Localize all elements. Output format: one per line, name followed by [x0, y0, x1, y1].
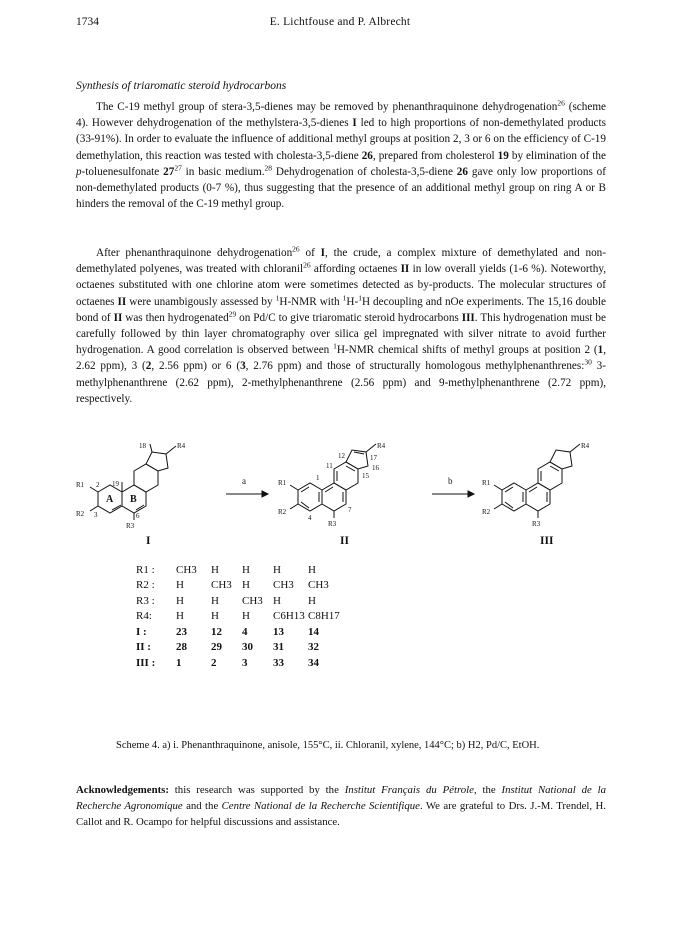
text-run: in low overall yields (1-6 %). Noteworthy, octaenes substituted with one chlorine atom were sometimes detected as by-products. The molecular structures of octaenes [76, 263, 607, 308]
table-cell: H [211, 594, 219, 607]
structure-compound-II [278, 442, 386, 528]
atom-number-16: 16 [372, 464, 379, 472]
text-run: in basic medium. [181, 165, 265, 178]
reference-superscript: 26 [292, 244, 300, 254]
section-title: Synthesis of triaromatic steroid hydrocarbons [76, 80, 287, 92]
table-row [136, 609, 348, 625]
table-cell: CH3 [273, 579, 294, 592]
substituent-r3: R3 [126, 522, 135, 530]
table-cell: H [308, 594, 316, 607]
ring-D [550, 450, 572, 469]
text-run: was then hydrogenated [122, 311, 229, 324]
substituent-r2: R2 [482, 508, 491, 516]
italic-text: p [76, 165, 82, 178]
table-cell: H [176, 610, 184, 623]
double-bond [354, 452, 364, 454]
reaction-arrow-b [432, 476, 474, 497]
compound-number: 19 [497, 149, 509, 162]
reference-superscript: 26 [557, 98, 565, 108]
text-run: by elimination of the [508, 149, 606, 162]
text-run: H-NMR chemical shifts of methyl groups at position 2 ( [336, 344, 598, 357]
table-row [136, 624, 348, 640]
paragraph-1 [76, 99, 606, 212]
text-run: (scheme 4). However dehydrogenation of the methylstera-3,5-dienes [76, 101, 606, 130]
table-cell: 12 [211, 625, 222, 638]
compound-number: 3 [240, 360, 246, 373]
table-cell: 4 [242, 625, 248, 638]
table-cell: H [242, 579, 250, 592]
table-cell: 13 [273, 625, 284, 638]
table-cell: 29 [211, 641, 222, 654]
text-run: After phenanthraquinone dehydrogenation [96, 247, 293, 259]
substituent-r4: R4 [177, 442, 186, 450]
isotope-superscript: 1 [358, 292, 362, 302]
substituent-r4: R4 [581, 442, 590, 450]
row-label: I : [136, 625, 147, 638]
table-cell: CH3 [242, 594, 263, 607]
text-run: . This hydrogenation must be carefully followed by thin layer chromatography over silica gel impregnated with silver nitrate to avoid further hydrogenation. A good correlation is observed between [76, 311, 606, 357]
page-number: 1734 [76, 16, 99, 28]
row-label: III : [136, 656, 156, 669]
reference-superscript: 28 [264, 163, 273, 173]
text-run: and the [182, 800, 222, 812]
text-run: The C-19 methyl group of stera-3,5-dienes may be removed by phenanthraquinone dehydrogenation [96, 101, 558, 113]
compound-number: 26 [361, 149, 373, 162]
compound-number: 1 [597, 344, 604, 357]
bond-r2 [494, 504, 502, 509]
table-cell: 30 [242, 641, 253, 654]
table-row [136, 655, 348, 671]
table-cell: 31 [273, 641, 284, 654]
table-cell: H [211, 563, 219, 576]
text-run: , 2.76 ppm) and those of structurally homologous methylphenanthrenes: [245, 360, 585, 373]
substituent-r3: R3 [328, 520, 337, 528]
text-run: -toluenesulfonate [81, 165, 164, 178]
table-cell: 23 [176, 625, 187, 638]
compound-number: II [400, 263, 410, 276]
compound-number: I [352, 117, 357, 130]
aromatic-ring-2 [526, 483, 550, 511]
substituent-r2: R2 [278, 508, 287, 516]
text-run: this research was supported by the [168, 784, 345, 796]
table-row [136, 640, 348, 656]
atom-number-3: 3 [94, 511, 98, 519]
table-cell: 2 [211, 656, 217, 669]
compound-label-I: I [146, 535, 151, 547]
table-cell: 32 [308, 641, 319, 654]
atom-number-18: 18 [139, 442, 146, 450]
text-run: , the [473, 784, 502, 796]
compound-number: 26 [456, 165, 468, 178]
substituent-r1: R1 [76, 481, 85, 489]
substituent-r1: R1 [278, 479, 287, 487]
compound-number: II [117, 295, 127, 308]
atom-number-15: 15 [362, 472, 369, 480]
substituent-r4: R4 [377, 442, 386, 450]
text-run: , prepared from cholesterol [372, 149, 498, 162]
atom-number-17: 17 [370, 454, 377, 462]
table-cell: 14 [308, 625, 319, 638]
table-row [136, 593, 348, 609]
text-run: H-NMR with [279, 295, 343, 308]
institution-name: Institut Français du Pétrole [344, 784, 474, 796]
row-label: R4: [136, 610, 152, 623]
substituent-r3: R3 [532, 520, 541, 528]
atom-number-1: 1 [316, 474, 320, 482]
substituent-r2: R2 [76, 510, 85, 518]
table-cell: H [242, 563, 250, 576]
isotope-superscript: 1 [275, 292, 280, 302]
acknowledgements [76, 782, 606, 830]
table-cell: H [176, 579, 184, 592]
table-cell: H [308, 563, 316, 576]
atom-number-2: 2 [96, 481, 100, 489]
scheme-caption: Scheme 4. a) i. Phenanthraquinone, anisole, 155°C, ii. Chloranil, xylene, 144°C; b) H2, Pd/C, EtOH. [116, 740, 540, 751]
institution-name: Institut National de la Recherche Agronomique [76, 784, 606, 812]
bond-r1 [494, 485, 502, 490]
reaction-scheme [76, 442, 606, 566]
text-run: 3-methylphenanthrene (2.62 ppm), 2-methylphenanthrene (2.56 ppm) and 9-methylphenanthrene (2.72 ppm), respectively. [76, 360, 606, 405]
text-run: , 2.56 ppm) or 6 ( [151, 360, 241, 373]
compound-number: I [320, 247, 325, 259]
methyl-18 [150, 444, 152, 452]
text-run: of [299, 247, 321, 259]
text-run: Dehydrogenation of cholesta-3,5-diene [272, 165, 457, 178]
text-run: , the crude, a complex mixture of demethylated and non-demethylated polyenes, was treated with chloranil [76, 247, 607, 276]
compound-label-III: III [540, 535, 554, 547]
row-label: R2 : [136, 579, 155, 592]
atom-number-12: 12 [338, 452, 345, 460]
atom-number-7: 7 [348, 506, 352, 514]
text-run: , 2.62 ppm), 3 ( [76, 344, 606, 373]
compound-number: II [113, 311, 123, 324]
aromatic-bond [301, 502, 309, 508]
atom-number-19: 19 [112, 480, 119, 488]
substituent-r1: R1 [482, 479, 491, 487]
structure-compound-I [76, 442, 186, 530]
reference-superscript: 30 [584, 357, 592, 367]
text-run: . We are grateful to Drs. J.-M. Trendel, H. Callot and R. Ocampo for helpful discussions and assistance. [76, 800, 606, 828]
text-run: H- [346, 295, 359, 308]
table-cell: H [273, 594, 281, 607]
arrow-label-b: b [448, 476, 453, 486]
table-cell: C8H17 [308, 610, 340, 623]
arrow-label-a: a [242, 476, 246, 486]
table-cell: H [273, 563, 281, 576]
table-cell: 3 [242, 656, 248, 669]
bond-r2 [290, 504, 298, 509]
table-cell: CH3 [176, 563, 197, 576]
table-cell: H [211, 610, 219, 623]
reference-superscript: 26 [303, 260, 311, 270]
text-run: affording octaenes [310, 263, 401, 276]
compound-label-II: II [340, 535, 349, 547]
aromatic-ring-1 [502, 483, 526, 511]
substituent-table [136, 562, 348, 671]
table-cell: 1 [176, 656, 182, 669]
side-chain-r4 [366, 444, 376, 452]
text-run: on Pd/C to give triaromatic steroid hydrocarbons [236, 311, 462, 324]
table-cell: 28 [176, 641, 187, 654]
table-cell: 33 [273, 656, 284, 669]
reaction-arrow-a [226, 476, 268, 497]
table-cell: H [176, 594, 184, 607]
row-label: II : [136, 641, 151, 654]
text-run: were unambigously assessed by [126, 295, 276, 308]
atom-number-11: 11 [326, 462, 333, 470]
bond-r1 [290, 485, 298, 490]
text-run: H decoupling and nOe experiments. The 15,16 double bond of [76, 295, 606, 324]
reference-superscript: 29 [228, 309, 237, 319]
ring-C [134, 464, 158, 492]
side-chain-r4 [570, 444, 580, 452]
side-chain-r4 [166, 446, 176, 454]
compound-number: III [461, 311, 475, 324]
atom-number-4: 4 [308, 514, 312, 522]
table-cell: C6H13 [273, 610, 305, 623]
table-cell: H [242, 610, 250, 623]
institution-name: Centre National de la Recherche Scientifique [221, 800, 420, 812]
aromatic-ring-2 [322, 483, 346, 511]
compound-number: 2 [145, 360, 152, 373]
table-cell: 34 [308, 656, 319, 669]
isotope-superscript: 1 [333, 341, 337, 351]
table-row [136, 578, 348, 594]
isotope-superscript: 1 [342, 292, 347, 302]
text-run: gave only low proportions of non-demethylated products (0-7 %), thus suggesting that the presence of an additional methyl group on ring A or B hinders the removal of the C-19 methyl group. [76, 165, 606, 211]
reference-superscript: 27 [174, 163, 182, 173]
table-cell: CH3 [211, 579, 232, 592]
aromatic-ring-1 [298, 483, 322, 511]
text-run: led to high proportions of non-demethylated products (33-91%). In order to evaluate the influence of additional methyl groups at position 2, 3 or 6 on the efficiency of C-19 demethylation, this reaction was tested with cholesta-3,5-diene [76, 117, 606, 162]
atom-number-6: 6 [136, 512, 140, 520]
table-row [136, 562, 348, 578]
row-label: R1 : [136, 563, 155, 576]
aromatic-bond [505, 502, 513, 508]
compound-number: 27 [163, 165, 175, 178]
paragraph-2 [76, 245, 606, 407]
ring-label-A: A [106, 494, 114, 505]
row-label: R3 : [136, 594, 155, 607]
running-header-authors: E. Lichtfouse and P. Albrecht [269, 16, 411, 28]
ring-D [146, 452, 168, 471]
ring-label-B: B [130, 494, 137, 505]
structure-compound-III [482, 442, 590, 528]
acknowledgements-title: Acknowledgements: [76, 784, 169, 796]
table-cell: CH3 [308, 579, 329, 592]
